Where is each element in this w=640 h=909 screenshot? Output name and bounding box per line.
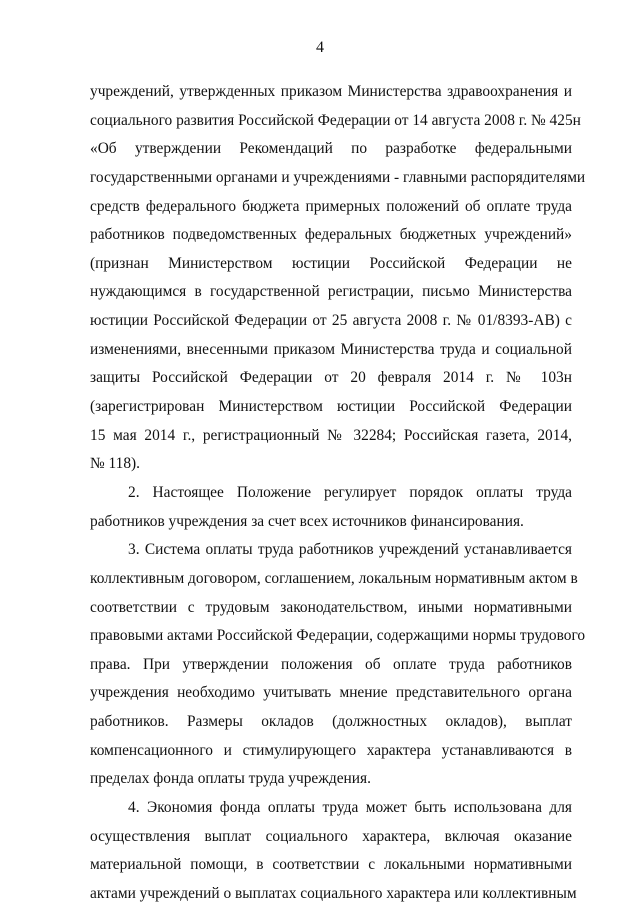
text-line: (зарегистрирован Министерством юстиции Российской Федерации [90, 398, 572, 416]
text-line: социального развития Российской Федерации от 14 августа 2008 г. № 425н [90, 111, 581, 129]
text-line: № 118). [90, 455, 141, 473]
text-line: компенсационного и стимулирующего характера устанавливаются в [90, 741, 572, 759]
text-line: работников подведомственных федеральных бюджетных учреждений» [90, 226, 572, 244]
text-line: изменениями, внесенными приказом Министерства труда и социальной [90, 340, 572, 358]
text-line: государственными органами и учреждениями - главными распорядителями [90, 168, 586, 186]
text-line: 2. Настоящее Положение регулирует порядок оплаты труда [128, 483, 572, 501]
text-line: правовыми актами Российской Федерации, содержащими нормы трудового [90, 627, 586, 645]
text-line: нуждающимся в государственной регистрации, письмо Министерства [90, 283, 572, 301]
text-line: работников. Размеры окладов (должностных окладов), выплат [90, 713, 572, 731]
text-line: 4. Экономия фонда оплаты труда может быть использована для [128, 799, 572, 817]
text-line: 15 мая 2014 г., регистрационный № 32284; Российская газета, 2014, [90, 426, 572, 444]
text-line: (признан Министерством юстиции Российской Федерации не [90, 254, 572, 272]
paragraph-item-4 [90, 794, 577, 909]
text-line: защиты Российской Федерации от 20 февраля 2014 г. № 103н [90, 369, 572, 387]
text-line: средств федерального бюджета примерных положений об оплате труда [90, 197, 572, 215]
text-line: коллективным договором, соглашением, локальным нормативным актом в [90, 569, 578, 587]
paragraph-item-3 [90, 536, 586, 794]
text-line: учреждений, утвержденных приказом Министерства здравоохранения и [90, 83, 572, 100]
page-number: 4 [316, 39, 324, 56]
text-line: 3. Система оплаты труда работников учреждений устанавливается [128, 541, 572, 559]
text-line: права. При утверждении положения об оплате труда работников [90, 655, 572, 673]
text-line: юстиции Российской Федерации от 25 августа 2008 г. № 01/8393-АВ) с [90, 312, 572, 330]
text-line: учреждения необходимо учитывать мнение представительного органа [90, 684, 572, 702]
paragraph-item-2 [90, 479, 572, 536]
text-line: соответствии с трудовым законодательством, иными нормативными [90, 598, 572, 616]
text-line: работников учреждения за счет всех источников финансирования. [90, 512, 524, 530]
text-line: «Об утверждении Рекомендаций по разработке федеральными [90, 140, 572, 158]
text-line: осуществления выплат социального характера, включая оказание [90, 827, 572, 845]
text-line: актами учреждений о выплатах социального характера или коллективным [90, 884, 577, 902]
text-line: материальной помощи, в соответствии с локальными нормативными [90, 856, 572, 874]
text-line: пределах фонда оплаты труда учреждения. [90, 770, 371, 788]
document-body [90, 78, 586, 909]
paragraph-continuation [90, 78, 586, 479]
